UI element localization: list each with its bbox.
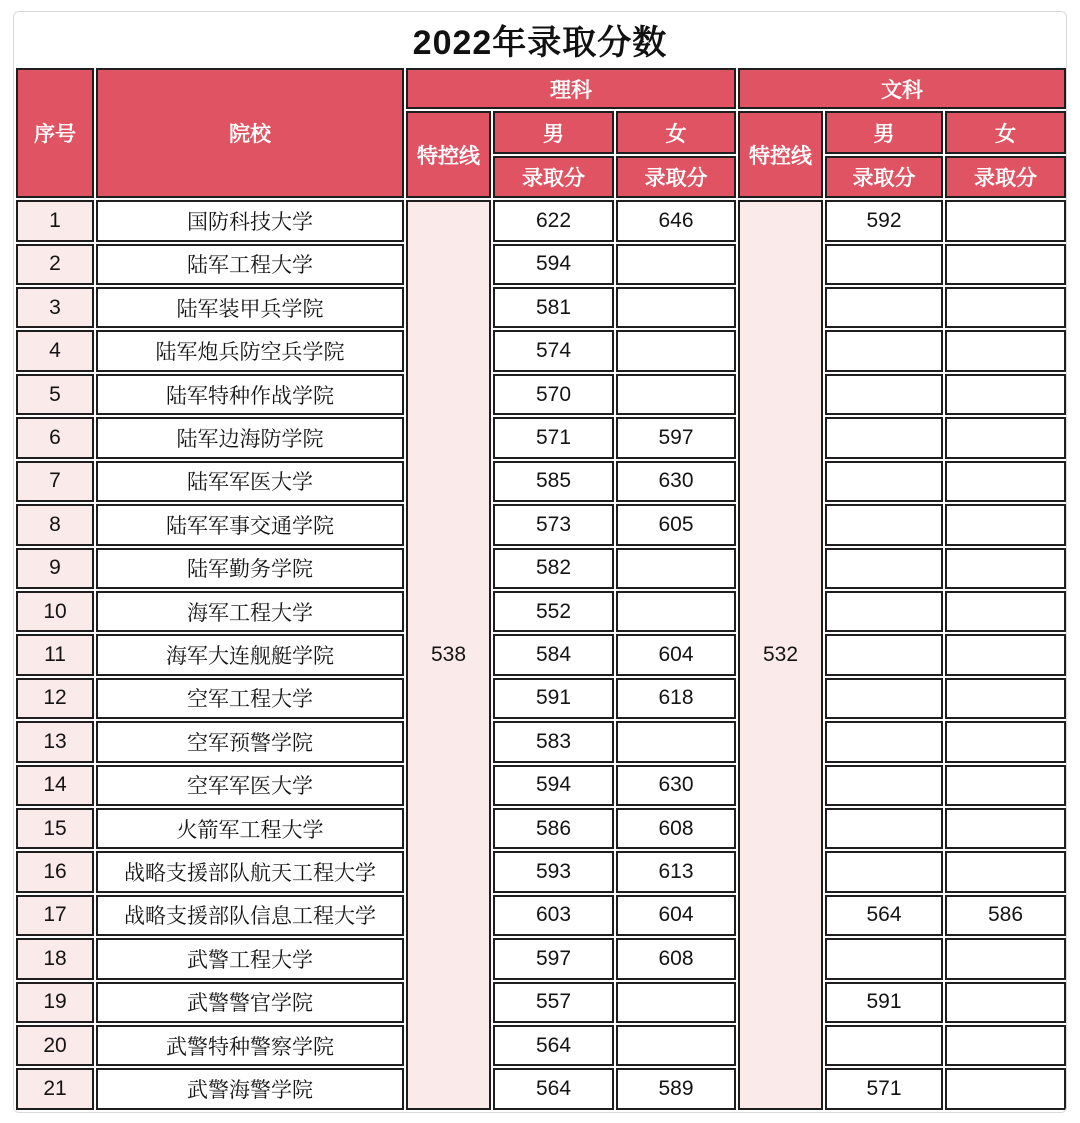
science-female-score: 630	[616, 765, 736, 806]
arts-female-score	[945, 461, 1066, 502]
arts-female-score	[945, 374, 1066, 415]
arts-male-score	[825, 330, 943, 371]
row-index: 2	[16, 244, 94, 285]
science-female-score: 604	[616, 895, 736, 936]
table-row	[16, 1068, 1066, 1110]
arts-female-score	[945, 678, 1066, 719]
arts-female-score	[945, 634, 1066, 675]
row-index: 9	[16, 548, 94, 589]
table-row	[16, 851, 1066, 892]
science-male-score: 622	[493, 200, 614, 241]
science-female-score	[616, 330, 736, 371]
page-title: 2022年录取分数	[412, 23, 668, 62]
science-male-score: 594	[493, 765, 614, 806]
science-female-score: 618	[616, 678, 736, 719]
table-row	[16, 938, 1066, 979]
row-index: 11	[16, 634, 94, 675]
table-row	[16, 548, 1066, 589]
arts-female-score	[945, 548, 1066, 589]
arts-female-score	[945, 765, 1066, 806]
arts-female-score	[945, 1068, 1066, 1110]
arts-female-score	[945, 982, 1066, 1023]
science-male-score: 573	[493, 504, 614, 545]
arts-female-score	[945, 504, 1066, 545]
col-header-science-male-score: 录取分	[493, 156, 614, 198]
table-row	[16, 244, 1066, 285]
science-male-score: 597	[493, 938, 614, 979]
science-male-score: 593	[493, 851, 614, 892]
school-name: 战略支援部队信息工程大学	[96, 895, 404, 936]
arts-male-score	[825, 634, 943, 675]
arts-male-score	[825, 851, 943, 892]
arts-female-score	[945, 330, 1066, 371]
arts-female-score	[945, 417, 1066, 458]
science-male-score: 557	[493, 982, 614, 1023]
row-index: 20	[16, 1025, 94, 1066]
table-head	[16, 68, 1066, 198]
col-header-arts-female: 女	[945, 111, 1066, 153]
arts-male-score	[825, 1025, 943, 1066]
arts-male-score	[825, 287, 943, 328]
arts-male-score	[825, 808, 943, 849]
col-header-science-female-score: 录取分	[616, 156, 736, 198]
table-row	[16, 287, 1066, 328]
row-index: 1	[16, 200, 94, 241]
science-female-score: 604	[616, 634, 736, 675]
row-index: 19	[16, 982, 94, 1023]
science-male-score: 582	[493, 548, 614, 589]
science-male-score: 564	[493, 1025, 614, 1066]
arts-male-score: 564	[825, 895, 943, 936]
school-name: 陆军边海防学院	[96, 417, 404, 458]
arts-male-score: 592	[825, 200, 943, 241]
school-name: 陆军炮兵防空兵学院	[96, 330, 404, 371]
arts-special-line: 532	[738, 200, 823, 1110]
title-bar	[14, 12, 1066, 66]
school-name: 武警警官学院	[96, 982, 404, 1023]
arts-female-score	[945, 721, 1066, 762]
science-male-score: 586	[493, 808, 614, 849]
table-row	[16, 461, 1066, 502]
science-female-score: 589	[616, 1068, 736, 1110]
science-female-score: 608	[616, 938, 736, 979]
science-female-score	[616, 591, 736, 632]
table-body	[16, 200, 1066, 1110]
row-index: 7	[16, 461, 94, 502]
row-index: 5	[16, 374, 94, 415]
science-female-score	[616, 244, 736, 285]
school-name: 海军大连舰艇学院	[96, 634, 404, 675]
arts-female-score	[945, 851, 1066, 892]
school-name: 火箭军工程大学	[96, 808, 404, 849]
science-female-score: 646	[616, 200, 736, 241]
table-row	[16, 200, 1066, 241]
table-row	[16, 982, 1066, 1023]
school-name: 海军工程大学	[96, 591, 404, 632]
header-row-groups	[16, 68, 1066, 109]
arts-male-score	[825, 504, 943, 545]
row-index: 13	[16, 721, 94, 762]
row-index: 3	[16, 287, 94, 328]
school-name: 陆军军事交通学院	[96, 504, 404, 545]
science-male-score: 603	[493, 895, 614, 936]
arts-male-score: 591	[825, 982, 943, 1023]
row-index: 18	[16, 938, 94, 979]
scores-table-wrapper	[14, 66, 1066, 1112]
arts-male-score	[825, 548, 943, 589]
school-name: 武警特种警察学院	[96, 1025, 404, 1066]
school-name: 武警工程大学	[96, 938, 404, 979]
school-name: 空军工程大学	[96, 678, 404, 719]
col-header-science-female: 女	[616, 111, 736, 153]
row-index: 6	[16, 417, 94, 458]
table-row	[16, 330, 1066, 371]
scores-table	[14, 66, 1067, 1112]
arts-male-score: 571	[825, 1068, 943, 1110]
school-name: 战略支援部队航天工程大学	[96, 851, 404, 892]
row-index: 16	[16, 851, 94, 892]
science-male-score: 564	[493, 1068, 614, 1110]
school-name: 陆军工程大学	[96, 244, 404, 285]
arts-female-score	[945, 200, 1066, 241]
arts-female-score	[945, 244, 1066, 285]
col-header-science-male: 男	[493, 111, 614, 153]
arts-male-score	[825, 461, 943, 502]
science-male-score: 585	[493, 461, 614, 502]
science-male-score: 591	[493, 678, 614, 719]
table-row	[16, 895, 1066, 936]
science-female-score	[616, 287, 736, 328]
science-male-score: 581	[493, 287, 614, 328]
table-row	[16, 591, 1066, 632]
arts-male-score	[825, 678, 943, 719]
row-index: 8	[16, 504, 94, 545]
science-female-score: 597	[616, 417, 736, 458]
science-female-score: 613	[616, 851, 736, 892]
school-name: 国防科技大学	[96, 200, 404, 241]
school-name: 武警海警学院	[96, 1068, 404, 1110]
col-header-arts-female-score: 录取分	[945, 156, 1066, 198]
science-male-score: 574	[493, 330, 614, 371]
col-header-arts-special-line: 特控线	[738, 111, 823, 198]
content-frame	[13, 11, 1067, 1113]
school-name: 空军军医大学	[96, 765, 404, 806]
school-name: 陆军特种作战学院	[96, 374, 404, 415]
row-index: 4	[16, 330, 94, 371]
table-row	[16, 721, 1066, 762]
school-name: 空军预警学院	[96, 721, 404, 762]
science-male-score: 570	[493, 374, 614, 415]
science-female-score: 630	[616, 461, 736, 502]
school-name: 陆军装甲兵学院	[96, 287, 404, 328]
arts-female-score	[945, 287, 1066, 328]
table-row	[16, 634, 1066, 675]
science-special-line: 538	[406, 200, 491, 1110]
col-header-science: 理科	[406, 68, 736, 109]
school-name: 陆军军医大学	[96, 461, 404, 502]
table-row	[16, 808, 1066, 849]
arts-male-score	[825, 244, 943, 285]
table-row	[16, 417, 1066, 458]
science-male-score: 584	[493, 634, 614, 675]
arts-female-score	[945, 591, 1066, 632]
table-row	[16, 678, 1066, 719]
row-index: 12	[16, 678, 94, 719]
arts-female-score: 586	[945, 895, 1066, 936]
col-header-science-special-line: 特控线	[406, 111, 491, 198]
row-index: 15	[16, 808, 94, 849]
row-index: 17	[16, 895, 94, 936]
table-row	[16, 1025, 1066, 1066]
science-female-score: 608	[616, 808, 736, 849]
science-female-score	[616, 982, 736, 1023]
row-index: 14	[16, 765, 94, 806]
school-name: 陆军勤务学院	[96, 548, 404, 589]
arts-male-score	[825, 721, 943, 762]
science-female-score	[616, 721, 736, 762]
col-header-arts-male-score: 录取分	[825, 156, 943, 198]
table-row	[16, 765, 1066, 806]
table-row	[16, 374, 1066, 415]
science-male-score: 552	[493, 591, 614, 632]
row-index: 10	[16, 591, 94, 632]
col-header-school: 院校	[96, 68, 404, 198]
science-male-score: 583	[493, 721, 614, 762]
arts-male-score	[825, 591, 943, 632]
arts-male-score	[825, 417, 943, 458]
science-female-score: 605	[616, 504, 736, 545]
arts-male-score	[825, 765, 943, 806]
table-row	[16, 504, 1066, 545]
arts-female-score	[945, 938, 1066, 979]
col-header-arts-male: 男	[825, 111, 943, 153]
arts-male-score	[825, 938, 943, 979]
col-header-index: 序号	[16, 68, 94, 198]
row-index: 21	[16, 1068, 94, 1110]
science-female-score	[616, 548, 736, 589]
science-female-score	[616, 1025, 736, 1066]
arts-female-score	[945, 1025, 1066, 1066]
arts-male-score	[825, 374, 943, 415]
arts-female-score	[945, 808, 1066, 849]
science-male-score: 571	[493, 417, 614, 458]
science-male-score: 594	[493, 244, 614, 285]
science-female-score	[616, 374, 736, 415]
col-header-arts: 文科	[738, 68, 1066, 109]
